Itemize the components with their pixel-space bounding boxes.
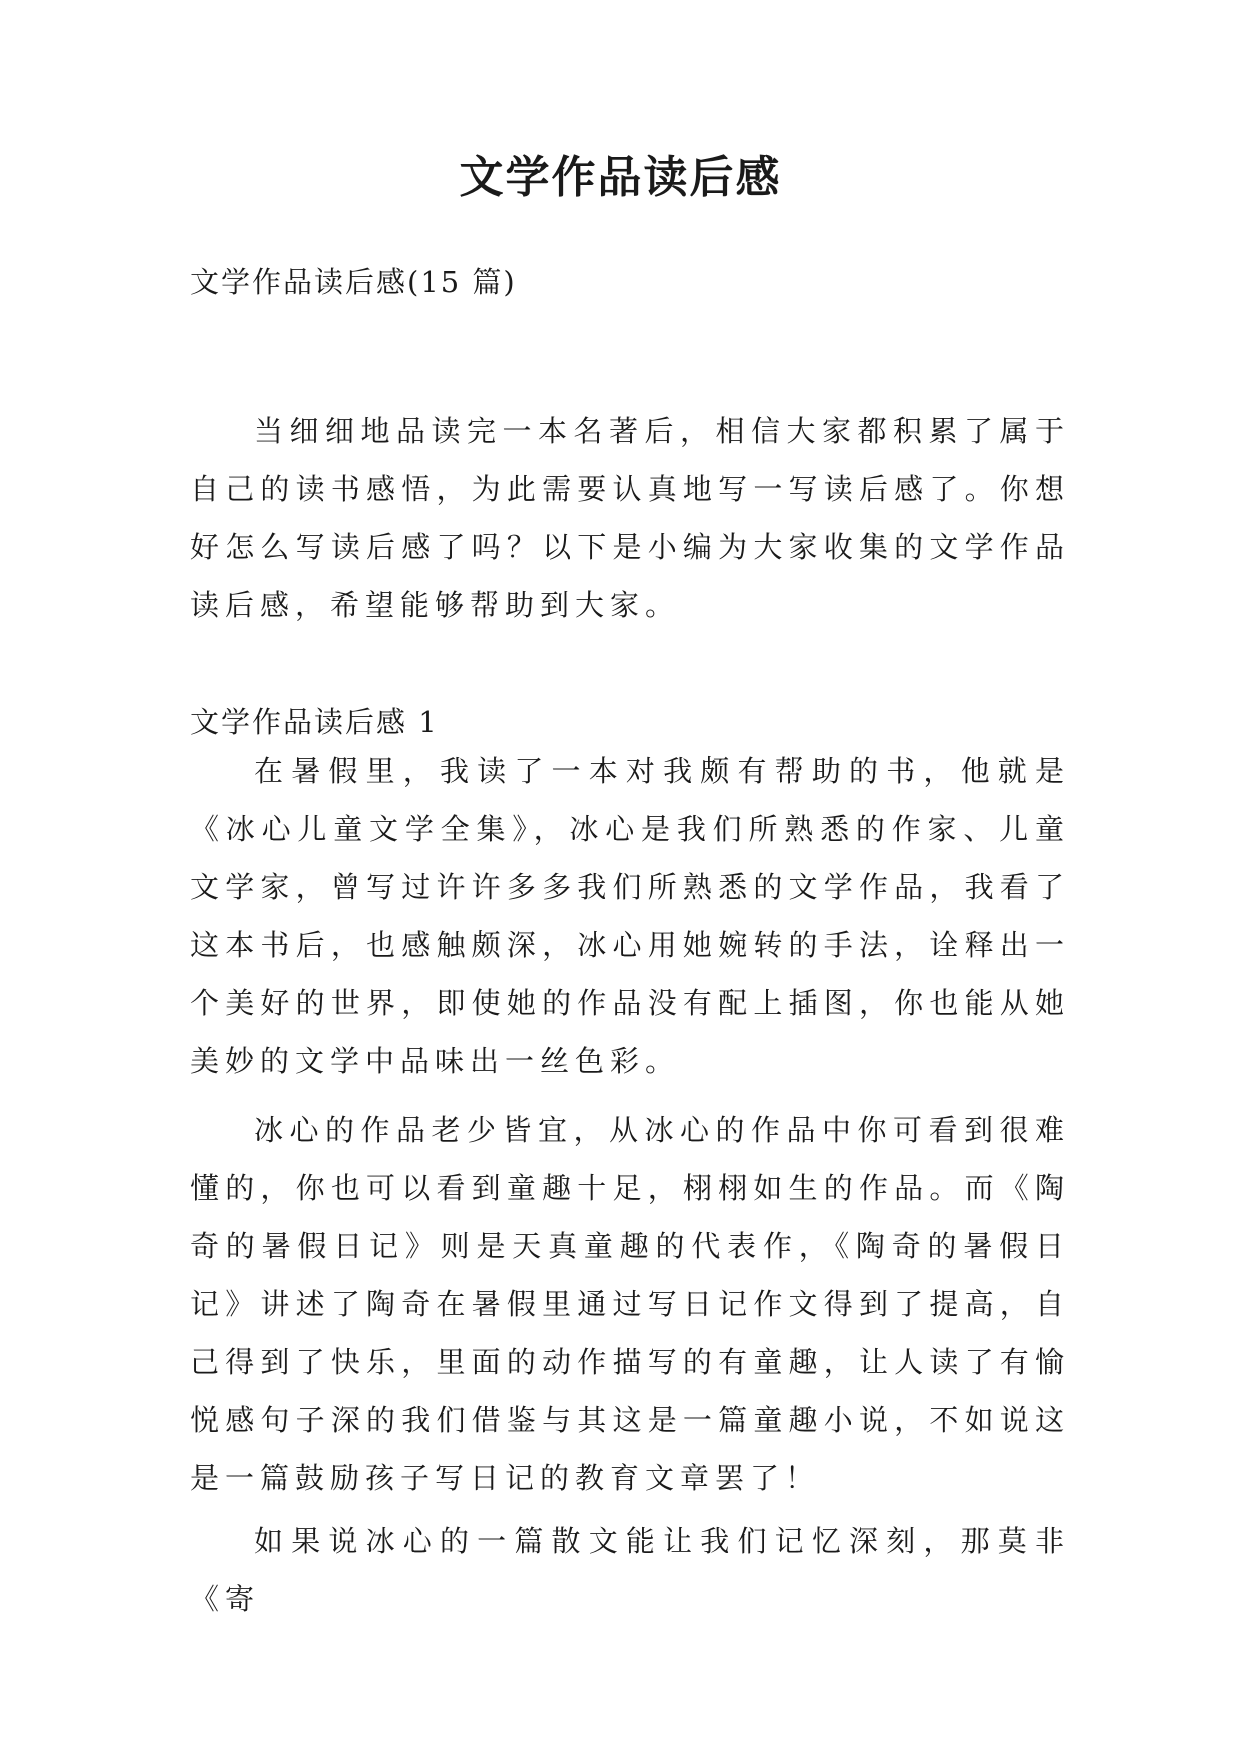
document-title: 文学作品读后感: [459, 152, 782, 203]
body-paragraph: 冰心的作品老少皆宜，从冰心的作品中你可看到很难懂的，你也可以看到童趣十足，栩栩如生的作品。而《陶奇的暑假日记》则是天真童趣的代表作，《陶奇的暑假日记》讲述了陶奇在暑假里通过写日记作文得到了提高，自己得到了快乐，里面的动作描写的有童趣，让人读了有愉悦感句子深的我们借鉴与其这是一篇童趣小说，不如说这是一篇鼓励孩子写日记的教育文章罢了！: [190, 1113, 1070, 1495]
intro-paragraph: 当细细地品读完一本名著后，相信大家都积累了属于自己的读书感悟，为此需要认真地写一写读后感了。你想好怎么写读后感了吗？以下是小编为大家收集的文学作品读后感，希望能够帮助到大家。: [190, 414, 1070, 622]
body-paragraph: 如果说冰心的一篇散文能让我们记忆深刻，那莫非《寄: [190, 1524, 1070, 1616]
document-subtitle: 文学作品读后感(15 篇): [190, 265, 517, 299]
body-paragraph: 在暑假里，我读了一本对我颇有帮助的书，他就是《冰心儿童文学全集》，冰心是我们所熟悉的作家、儿童文学家，曾写过许许多多我们所熟悉的文学作品，我看了这本书后，也感触颇深，冰心用她婉转的手法，诠释出一个美好的世界，即使她的作品没有配上插图，你也能从她美妙的文学中品味出一丝色彩。: [190, 754, 1070, 1078]
section-heading: 文学作品读后感 1: [190, 705, 439, 739]
